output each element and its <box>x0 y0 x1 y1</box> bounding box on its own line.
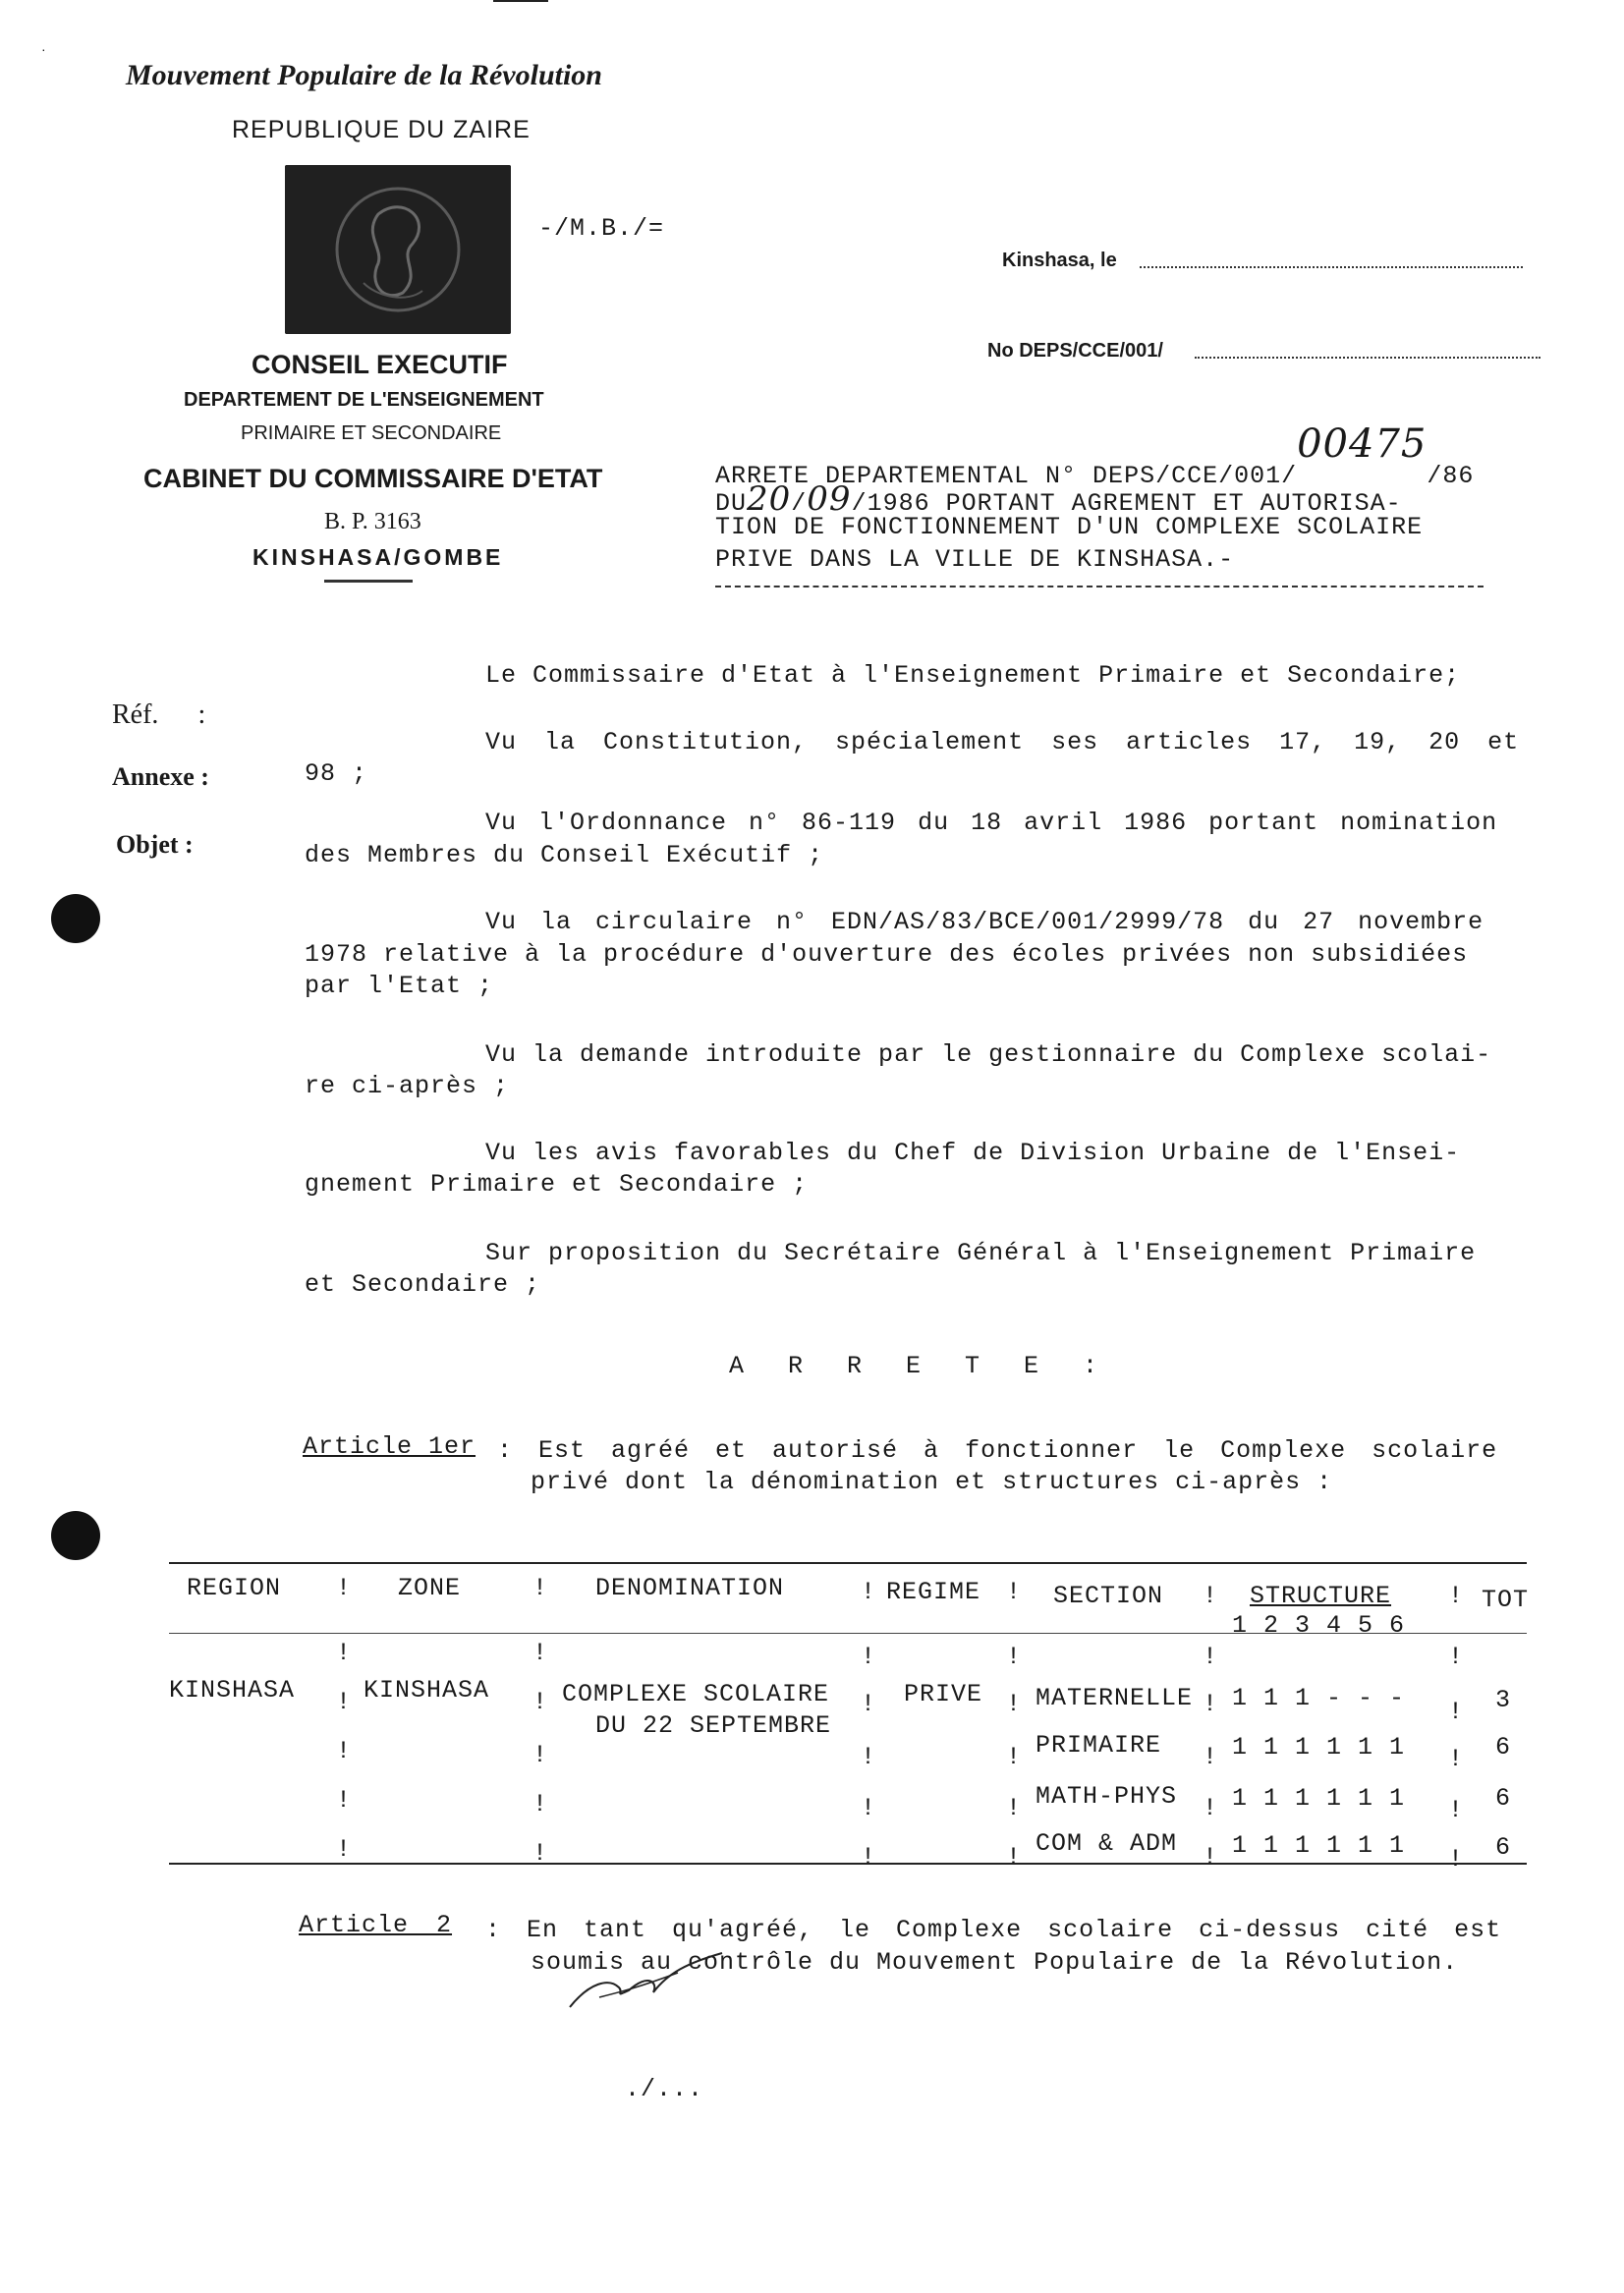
col-separator: ! <box>336 1639 353 1667</box>
col-separator: ! <box>336 1574 353 1602</box>
annexe-label: Annexe : <box>112 762 209 791</box>
col-separator: ! <box>1448 1745 1465 1773</box>
col-separator: ! <box>1448 1845 1465 1874</box>
col-separator: ! <box>1006 1643 1023 1671</box>
cell-zone: KINSHASA <box>364 1676 490 1705</box>
col-separator: ! <box>1448 1582 1465 1610</box>
table-bottom-rule <box>169 1863 1527 1865</box>
article-2-label: Article 2 <box>299 1911 453 1939</box>
reference-number-label: No DEPS/CCE/001/ <box>987 340 1163 362</box>
date-dotted-line <box>1140 266 1523 268</box>
col-separator: ! <box>1203 1643 1219 1671</box>
city-name: KINSHASA/GOMBE <box>252 544 504 570</box>
paragraph-constitution-2: 98 ; <box>305 759 368 788</box>
paragraph-commissaire: Le Commissaire d'Etat à l'Enseignement Primaire et Secondaire; <box>485 661 1461 690</box>
paragraph-avis-1: Vu les avis favorables du Chef de Division Urbaine de l'Ensei- <box>485 1139 1461 1167</box>
paragraph-proposition-2: et Secondaire ; <box>305 1270 541 1299</box>
handwritten-decree-number: 00475 <box>1297 421 1428 467</box>
table-top-rule <box>169 1562 1527 1564</box>
paragraph-proposition-1: Sur proposition du Secrétaire Général à l'Enseignement Primaire <box>485 1239 1477 1267</box>
cell-structure: 1 1 1 1 1 1 <box>1232 1831 1406 1860</box>
punch-hole-top <box>51 894 100 943</box>
paragraph-ordonnance-2: des Membres du Conseil Exécutif ; <box>305 841 824 869</box>
col-header-section: SECTION <box>1053 1582 1164 1610</box>
arrete-title: A R R E T E : <box>729 1352 1106 1380</box>
cell-tot: 6 <box>1495 1733 1512 1762</box>
objet-label: Objet : <box>116 830 194 859</box>
col-separator: ! <box>336 1737 353 1765</box>
col-separator: ! <box>532 1639 549 1667</box>
cell-denomination-1: COMPLEXE SCOLAIRE <box>562 1680 830 1708</box>
col-separator: ! <box>336 1835 353 1864</box>
arrete-rule <box>715 586 1484 587</box>
handwritten-day: 20 <box>747 479 792 519</box>
col-separator: ! <box>532 1790 549 1818</box>
col-header-denomination: DENOMINATION <box>595 1574 785 1602</box>
cell-section: MATH-PHYS <box>1036 1782 1178 1811</box>
country-name: REPUBLIQUE DU ZAIRE <box>232 116 531 143</box>
top-mark <box>493 0 548 2</box>
punch-hole-bottom <box>51 1511 100 1560</box>
cell-regime: PRIVE <box>904 1680 983 1708</box>
col-separator: ! <box>861 1743 877 1771</box>
paragraph-ordonnance-1: Vu l'Ordonnance n° 86-119 du 18 avril 1986 portant nomination <box>485 809 1498 837</box>
paragraph-circulaire-2: 1978 relative à la procédure d'ouverture des écoles privées non subsidiées <box>305 940 1469 969</box>
postal-box: B. P. 3163 <box>324 509 421 534</box>
cell-section: PRIMAIRE <box>1036 1731 1162 1760</box>
arrete-line-3: TION DE FONCTIONNEMENT D'UN COMPLEXE SCOLAIRE <box>715 513 1424 541</box>
col-separator: ! <box>861 1794 877 1822</box>
paragraph-constitution-1: Vu la Constitution, spécialement ses articles 17, 19, 20 et <box>485 728 1520 756</box>
col-separator: ! <box>1448 1796 1465 1824</box>
arrete-line-4: PRIVE DANS LA VILLE DE KINSHASA.- <box>715 545 1235 574</box>
col-separator: ! <box>532 1741 549 1769</box>
col-separator: ! <box>1203 1743 1219 1771</box>
col-separator: ! <box>1006 1843 1023 1872</box>
col-header-region: REGION <box>187 1574 282 1602</box>
col-separator: ! <box>1448 1698 1465 1726</box>
col-separator: ! <box>1203 1690 1219 1718</box>
scan-speck: · <box>41 41 46 57</box>
col-header-structure: STRUCTURE <box>1250 1582 1392 1610</box>
col-separator: ! <box>336 1786 353 1815</box>
paragraph-circulaire-3: par l'Etat ; <box>305 972 494 1000</box>
col-separator: ! <box>1006 1743 1023 1771</box>
conseil-executif: CONSEIL EXECUTIF <box>252 350 508 379</box>
signature-icon <box>560 1943 737 2022</box>
city-underline <box>324 580 413 583</box>
cell-tot: 6 <box>1495 1784 1512 1813</box>
table-header-rule <box>169 1633 1527 1634</box>
cabinet-title: CABINET DU COMMISSAIRE D'ETAT <box>143 464 603 493</box>
paragraph-circulaire-1: Vu la circulaire n° EDN/AS/83/BCE/001/2999/78 du 27 novembre <box>485 908 1484 936</box>
cell-section: COM & ADM <box>1036 1829 1178 1858</box>
cell-structure: 1 1 1 1 1 1 <box>1232 1784 1406 1813</box>
col-separator: ! <box>336 1688 353 1716</box>
mb-code: -/M.B./= <box>538 214 665 243</box>
col-separator: ! <box>1006 1578 1023 1606</box>
arrete-line-1: ARRETE DEPARTEMENTAL N° DEPS/CCE/001/00475/86 <box>715 421 1475 490</box>
place-date-label: Kinshasa, le <box>1002 250 1117 271</box>
col-header-regime: REGIME <box>886 1578 981 1606</box>
col-separator: ! <box>532 1839 549 1868</box>
arrete-line-2: DU20/09/1986 PORTANT AGREMENT ET AUTORISA- <box>715 479 1402 519</box>
paragraph-demande-1: Vu la demande introduite par le gestionnaire du Complexe scolai- <box>485 1040 1492 1069</box>
article-1-line-1: : Est agréé et autorisé à fonctionner le Complexe scolaire <box>497 1436 1498 1465</box>
cell-structure: 1 1 1 - - - <box>1232 1684 1406 1712</box>
col-separator: ! <box>861 1578 877 1606</box>
col-separator: ! <box>861 1690 877 1718</box>
col-header-zone: ZONE <box>398 1574 462 1602</box>
col-separator: ! <box>532 1688 549 1716</box>
department-line-2: PRIMAIRE ET SECONDAIRE <box>241 422 502 444</box>
col-separator: ! <box>1203 1582 1219 1610</box>
structure-year-numbers: 1 2 3 4 5 6 <box>1232 1611 1406 1640</box>
emblem-seal-icon <box>285 165 511 334</box>
col-separator: ! <box>1203 1794 1219 1822</box>
col-separator: ! <box>861 1643 877 1671</box>
org-name: Mouvement Populaire de la Révolution <box>126 59 602 91</box>
cell-denomination-2: DU 22 SEPTEMBRE <box>595 1711 832 1740</box>
col-separator: ! <box>1006 1794 1023 1822</box>
cell-tot: 3 <box>1495 1686 1512 1714</box>
col-separator: ! <box>532 1574 549 1602</box>
col-separator: ! <box>1203 1843 1219 1872</box>
col-separator: ! <box>861 1843 877 1872</box>
department-line-1: DEPARTEMENT DE L'ENSEIGNEMENT <box>184 389 544 411</box>
col-separator: ! <box>1448 1643 1465 1671</box>
reference-dotted-line <box>1195 357 1540 359</box>
article-1-label: Article 1er <box>303 1432 476 1461</box>
cell-region: KINSHASA <box>169 1676 296 1705</box>
handwritten-month: 09 <box>807 479 852 519</box>
cell-section: MATERNELLE <box>1036 1684 1194 1712</box>
col-separator: ! <box>1006 1690 1023 1718</box>
col-header-tot: TOT <box>1482 1586 1530 1614</box>
cell-structure: 1 1 1 1 1 1 <box>1232 1733 1406 1762</box>
cell-tot: 6 <box>1495 1833 1512 1862</box>
article-2-line-1: : En tant qu'agréé, le Complexe scolaire ci-dessus cité est <box>485 1916 1502 1944</box>
article-2-line-2: soumis au contrôle du Mouvement Populaire de la Révolution. <box>531 1948 1459 1977</box>
paragraph-avis-2: gnement Primaire et Secondaire ; <box>305 1170 809 1199</box>
continuation-mark: ./... <box>625 2075 704 2103</box>
ref-label: Réf. : <box>112 699 206 730</box>
paragraph-demande-2: re ci-après ; <box>305 1072 510 1100</box>
article-1-line-2: privé dont la dénomination et structures ci-après : <box>531 1468 1333 1496</box>
